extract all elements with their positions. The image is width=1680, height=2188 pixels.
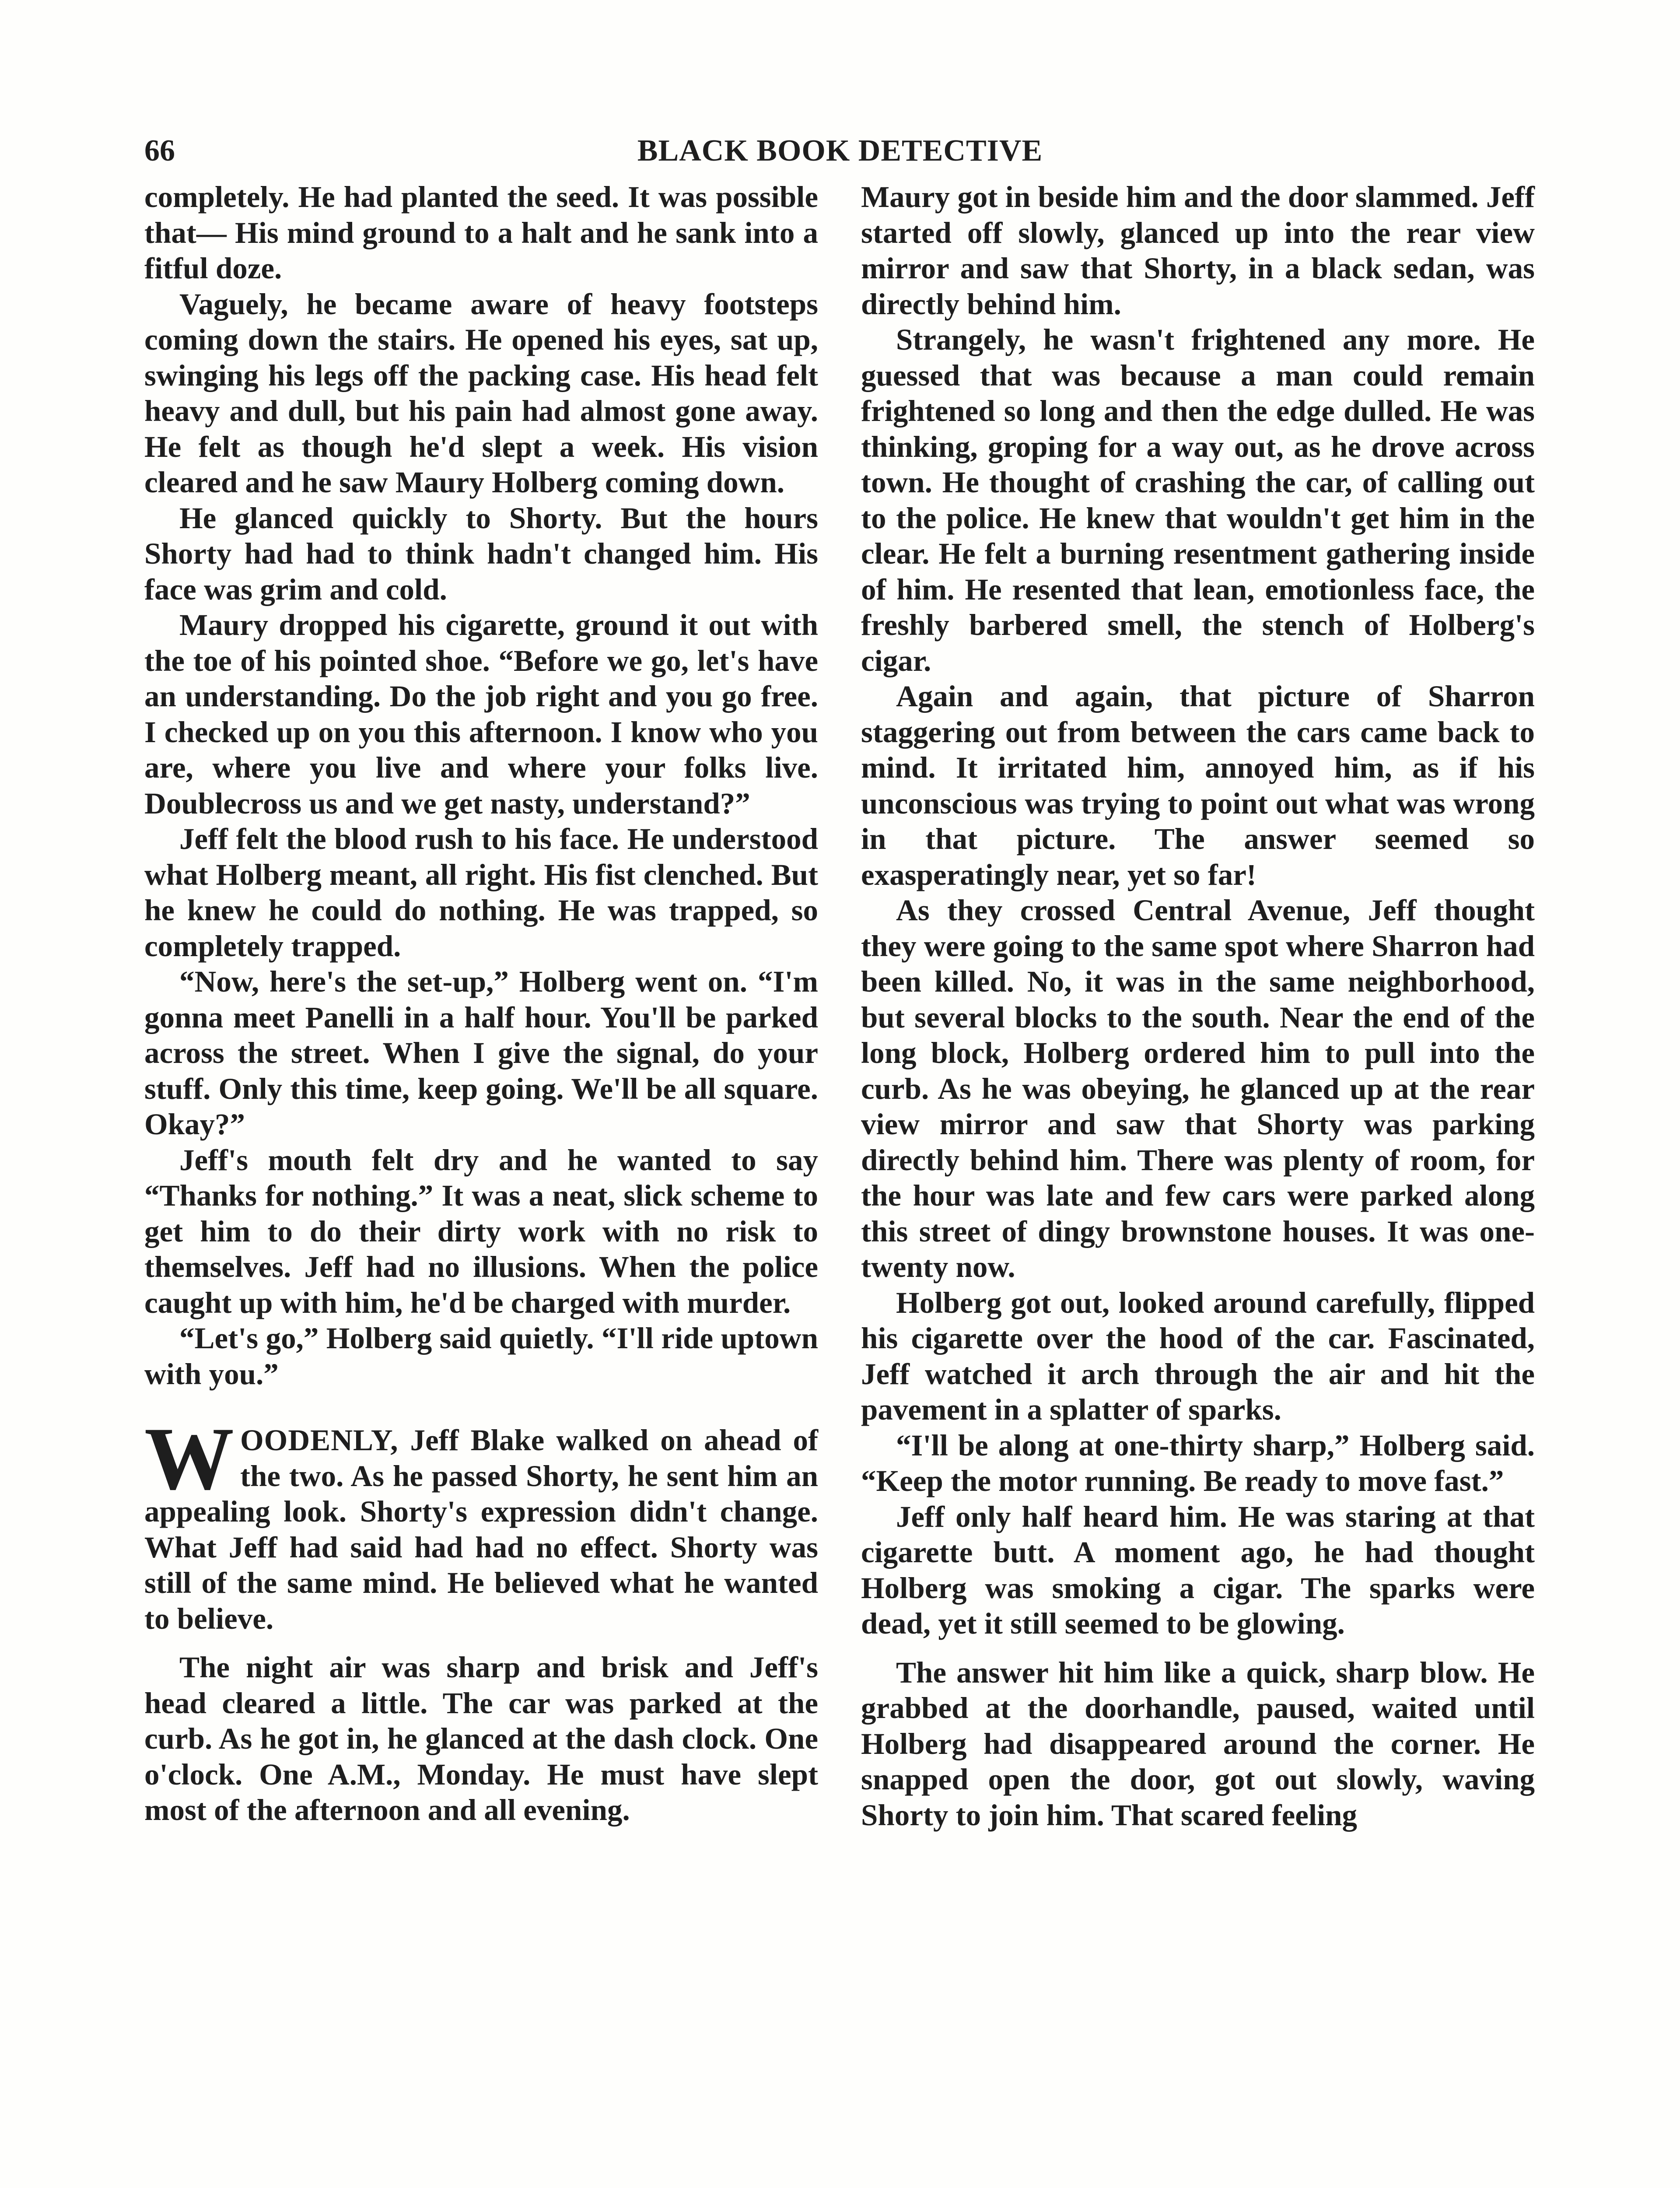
paragraph: Vaguely, he became aware of heavy footsteps coming down the stairs. He opened his eyes, sat up, swinging his legs off the packing case. His head felt heavy and dull, but his pain had almost gone away. He felt as though he'd slept a week. His vision cleared and he saw Maury Holberg coming down. <box>144 287 818 499</box>
page-number: 66 <box>144 134 175 168</box>
opening-text: Jeff Blake walked on ahead of the two. As he passed Shorty, he sent him an appealing look. Shorty's expression didn't change. What Jeff had said had had no effect. Shorty was still of the same mind. He believed what he wanted to believe. <box>144 1424 818 1635</box>
section-opening-paragraph <box>144 1409 818 1637</box>
page-header <box>144 133 1536 177</box>
paragraph: completely. He had planted the seed. It was possible that— His mind ground to a halt and he sank into a fitful doze. <box>144 180 818 285</box>
paragraph: Jeff's mouth felt dry and he wanted to say “Thanks for nothing.” It was a neat, slick scheme to get him to do their dirty work with no risk to themselves. Jeff had no illusions. When the police caught up with him, he'd be charged with murder. <box>144 1143 818 1319</box>
paragraph: Maury dropped his cigarette, ground it out with the toe of his pointed shoe. “Before we go, let's have an understanding. Do the job right and you go free. I checked up on you this afternoon. I know who you are, where you live and where your folks live. Doublecross us and we get nasty, understand?” <box>144 608 818 820</box>
paragraph: Again and again, that picture of Sharron staggering out from between the cars came back to mind. It irritated him, annoyed him, as if his unconscious was trying to point out what was wrong in that picture. The answer seemed so exasperatingly near, yet so far! <box>861 680 1535 891</box>
right-column <box>861 179 1535 1833</box>
paragraph: The answer hit him like a quick, sharp blow. He grabbed at the doorhandle, paused, waited until Holberg had disappeared around the corner. He snapped open the door, got out slowly, waving Shorty to join him. That scared feeling <box>861 1655 1535 1832</box>
drop-cap: W <box>144 1409 234 1508</box>
paragraph: Holberg got out, looked around carefully, flipped his cigarette over the hood of the car. Fascinated, Jeff watched it arch through the air and hit the pavement in a splatter of sparks. <box>861 1286 1535 1426</box>
running-title: BLACK BOOK DETECTIVE <box>637 134 1043 168</box>
paragraph: As they crossed Central Avenue, Jeff thought they were going to the same spot where Sharron had been killed. No, it was in the same neighborhood, but several blocks to the south. Near the end of the long block, Holberg ordered him to pull into the curb. As he was obeying, he glanced up at the rear view mirror and saw that Shorty was parking directly behind him. There was plenty of room, for the hour was late and few cars were parked along this street of dingy brownstone houses. It was one-twenty now. <box>861 894 1535 1283</box>
paragraph: Maury got in beside him and the door slammed. Jeff started off slowly, glanced up into the rear view mirror and saw that Shorty, in a black sedan, was directly behind him. <box>861 180 1535 321</box>
paragraph: “Let's go,” Holberg said quietly. “I'll ride uptown with you.” <box>144 1322 818 1391</box>
paragraph: “I'll be along at one-thirty sharp,” Holberg said. “Keep the motor running. Be ready to move fast.” <box>861 1428 1535 1497</box>
paragraph: Jeff felt the blood rush to his face. He understood what Holberg meant, all right. His fist clenched. But he knew he could do nothing. He was trapped, so completely trapped. <box>144 822 818 963</box>
paragraph: Strangely, he wasn't frightened any more. He guessed that was because a man could remain frightened so long and then the edge dulled. He was thinking, groping for a way out, as he drove across town. He thought of crashing the car, of calling out to the police. He knew that wouldn't get him in the clear. He felt a burning resentment gathering inside of him. He resented that lean, emotionless face, the freshly barbered smell, the stench of Holberg's cigar. <box>861 323 1535 677</box>
opening-word: OODENLY, <box>240 1424 399 1457</box>
left-column <box>144 179 818 1828</box>
paragraph: Jeff only half heard him. He was staring at that cigarette butt. A moment ago, he had thought Holberg was smoking a cigar. The sparks were dead, yet it still seemed to be glowing. <box>861 1500 1535 1640</box>
paragraph: “Now, here's the set-up,” Holberg went on. “I'm gonna meet Panelli in a half hour. You'll be parked across the street. When I give the signal, do your stuff. Only this time, keep going. We'll be all square. Okay?” <box>144 965 818 1141</box>
paragraph: He glanced quickly to Shorty. But the hours Shorty had had to think hadn't changed him. His face was grim and cold. <box>144 501 818 606</box>
paragraph: The night air was sharp and brisk and Jeff's head cleared a little. The car was parked at the curb. As he got in, he glanced at the dash clock. One o'clock. One A.M., Monday. He must have slept most of the afternoon and all evening. <box>144 1651 818 1827</box>
